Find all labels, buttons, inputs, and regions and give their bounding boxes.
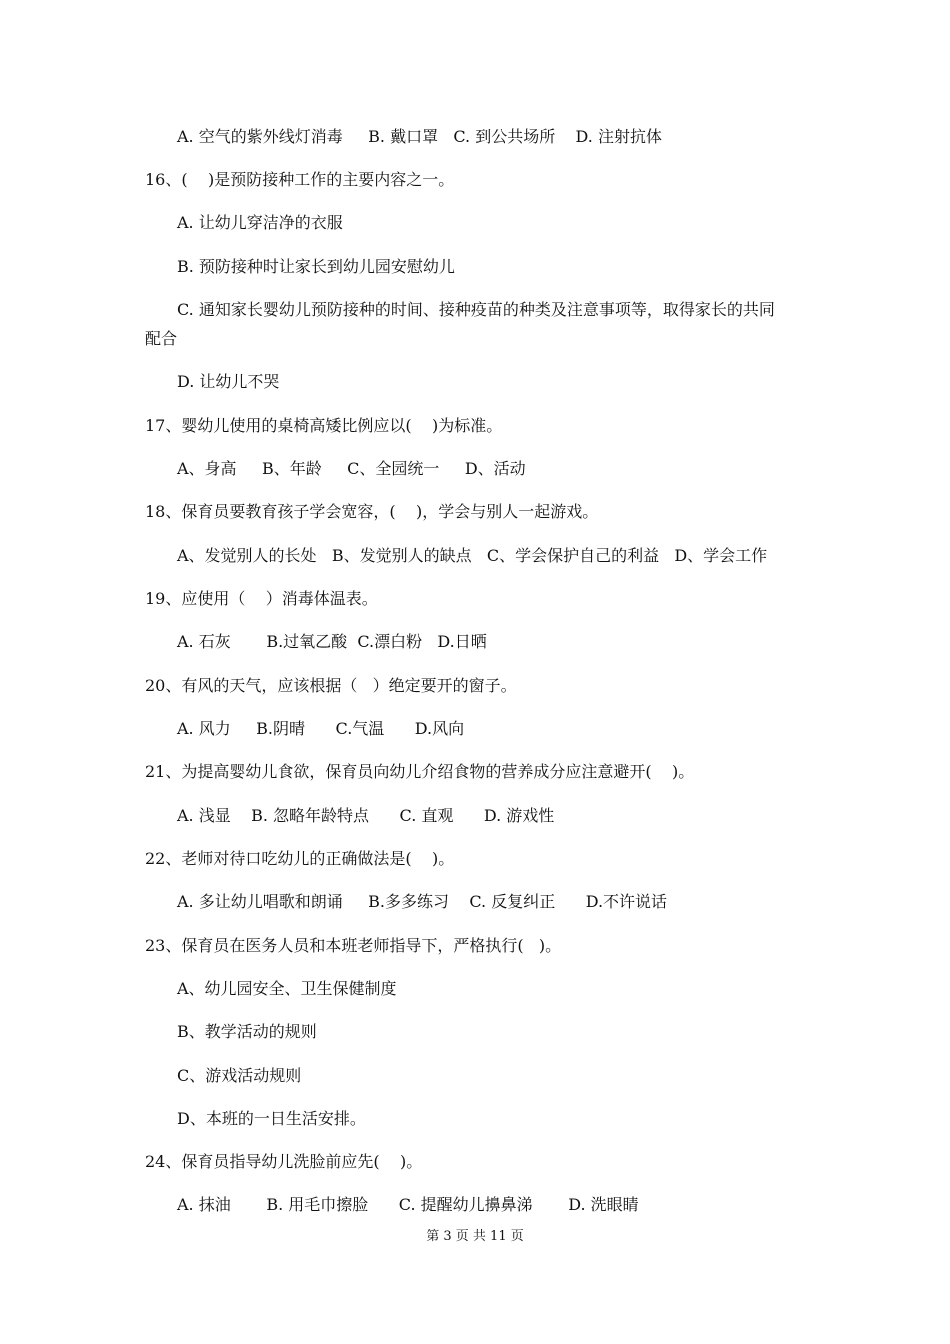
option-line-24: A. 抹油 B. 用毛巾擦脸 C. 提醒幼儿擤鼻涕 D. 洗眼睛 (177, 1195, 639, 1214)
question-20: 20、有风的天气，应该根据（ ）绝定要开的窗子。 (145, 676, 517, 695)
question-18: 18、保育员要教育孩子学会宽容，( )，学会与别人一起游戏。 (145, 502, 599, 521)
question-24: 24、保育员指导幼儿洗脸前应先( )。 (145, 1152, 423, 1171)
question-17: 17、婴幼儿使用的桌椅高矮比例应以( )为标准。 (145, 416, 503, 435)
option-23-b: B、教学活动的规则 (177, 1022, 317, 1041)
question-16: 16、( )是预防接种工作的主要内容之一。 (145, 170, 455, 189)
option-line-18: A、发觉别人的长处 B、发觉别人的缺点 C、学会保护自己的利益 D、学会工作 (177, 546, 768, 565)
page-footer: 第 3 页 共 11 页 (426, 1229, 524, 1244)
option-line-17: A、身高 B、年龄 C、全园统一 D、活动 (177, 459, 526, 478)
question-23: 23、保育员在医务人员和本班老师指导下，严格执行( )。 (145, 936, 562, 955)
option-23-a: A、幼儿园安全、卫生保健制度 (177, 979, 397, 998)
option-16-b: B. 预防接种时让家长到幼儿园安慰幼儿 (177, 257, 455, 276)
option-line-20: A. 风力 B.阴晴 C.气温 D.风向 (177, 719, 465, 738)
question-21: 21、为提高婴幼儿食欲，保育员向幼儿介绍食物的营养成分应注意避开( )。 (145, 762, 695, 781)
question-19: 19、应使用（ ）消毒体温表。 (145, 589, 378, 608)
option-16-d: D. 让幼儿不哭 (177, 372, 280, 391)
option-16-a: A. 让幼儿穿洁净的衣服 (177, 213, 343, 232)
option-16-c: C. 通知家长婴幼儿预防接种的时间、接种疫苗的种类及注意事项等，取得家长的共同 (177, 300, 775, 319)
option-line-15: A. 空气的紫外线灯消毒 B. 戴口罩 C. 到公共场所 D. 注射抗体 (177, 127, 662, 146)
option-line-19: A. 石灰 B.过氧乙酸 C.漂白粉 D.日晒 (177, 632, 487, 651)
option-line-22: A. 多让幼儿唱歌和朗诵 B.多多练习 C. 反复纠正 D.不许说话 (177, 892, 668, 911)
option-16-c-continued: 配合 (145, 329, 178, 348)
question-22: 22、老师对待口吃幼儿的正确做法是( )。 (145, 849, 455, 868)
option-23-c: C、游戏活动规则 (177, 1066, 302, 1085)
option-line-21: A. 浅显 B. 忽略年龄特点 C. 直观 D. 游戏性 (177, 806, 555, 825)
option-23-d: D、本班的一日生活安排。 (177, 1109, 366, 1128)
